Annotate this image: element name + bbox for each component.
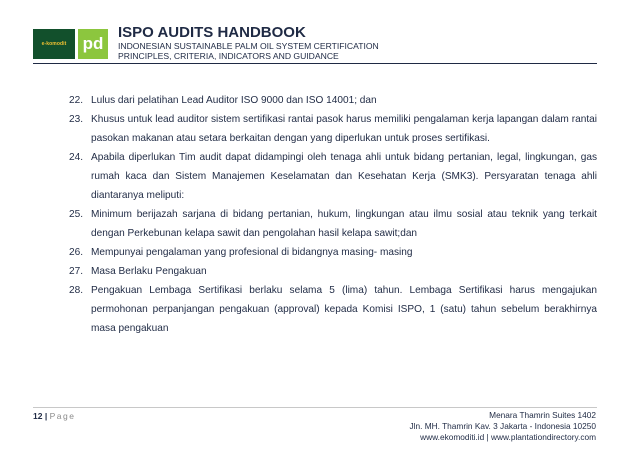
list-item-text: Apabila diperlukan Tim audit dapat didampingi oleh tenaga ahli untuk bidang pertanian, legal, lingkungan, gas rumah kaca dan Sistem Manajemen Keselamatan dan Kesehatan Kerja (SMK3). Persyaratan tenaga ahli diantaranya meliputi: <box>91 152 597 201</box>
pd-logo-text: pd <box>82 34 104 53</box>
list-item-number: 22. <box>69 95 84 106</box>
list-item-text: Khusus untuk lead auditor sistem sertifikasi rantai pasok harus memiliki pengalaman kerja lapangan dalam rantai pasokan makanan atau setara berkaitan dengan yang diperlukan untuk proses sertifikasi. <box>91 114 597 144</box>
document-subtitle-2: PRINCIPLES, CRITERIA, INDICATORS AND GUIDANCE <box>118 51 339 61</box>
footer-website-links: www.ekomoditi.id | www.plantationdirectory.com <box>420 432 596 442</box>
list-item-text: Lulus dari pelatihan Lead Auditor ISO 9000 dan ISO 14001; dan <box>91 95 377 106</box>
list-item <box>69 243 597 262</box>
list-item-number: 23. <box>69 114 84 125</box>
list-item-number: 24. <box>69 152 84 163</box>
list-item-number: 28. <box>69 285 84 296</box>
list-item <box>69 205 597 243</box>
list-item-text: Masa Berlaku Pengakuan <box>91 266 207 277</box>
document-subtitle-1: INDONESIAN SUSTAINABLE PALM OIL SYSTEM CERTIFICATION <box>118 41 379 51</box>
list-item <box>69 91 597 110</box>
footer-address-line-1: Menara Thamrin Suites 1402 <box>489 410 596 420</box>
list-item <box>69 281 597 338</box>
page-number-value: 12 <box>33 411 43 421</box>
pd-logo <box>78 29 108 59</box>
list-item-text: Mempunyai pengalaman yang profesional di bidangnya masing- masing <box>91 247 413 258</box>
ekomoditi-logo-text: e-komodit <box>41 41 67 47</box>
list-item-number: 26. <box>69 247 84 258</box>
page-number-separator: | <box>44 411 48 421</box>
list-item <box>69 262 597 281</box>
ekomoditi-logo <box>33 29 75 59</box>
list-item-number: 25. <box>69 209 84 220</box>
header-divider <box>33 63 597 64</box>
page-label: Page <box>49 411 76 421</box>
page-number <box>33 411 75 421</box>
list-item <box>69 148 597 205</box>
list-item-number: 27. <box>69 266 84 277</box>
footer-divider <box>33 407 597 408</box>
requirements-list <box>69 91 597 338</box>
document-title: ISPO AUDITS HANDBOOK <box>118 24 306 41</box>
list-item <box>69 110 597 148</box>
footer-address-line-2: Jln. MH. Thamrin Kav. 3 Jakarta - Indonesia 10250 <box>409 421 596 431</box>
list-item-text: Minimum berijazah sarjana di bidang pertanian, hukum, lingkungan atau ilmu sosial atau teknik yang terkait dengan Perkebunan kelapa sawit dan pengolahan hasil kelapa sawit;dan <box>91 209 597 239</box>
list-item-text: Pengakuan Lembaga Sertifikasi berlaku selama 5 (lima) tahun. Lembaga Sertifikasi harus mengajukan permohonan perpanjangan pengakuan (approval) kepada Komisi ISPO, 1 (satu) tahun sebelum berakhirnya masa pengakuan <box>91 285 597 334</box>
